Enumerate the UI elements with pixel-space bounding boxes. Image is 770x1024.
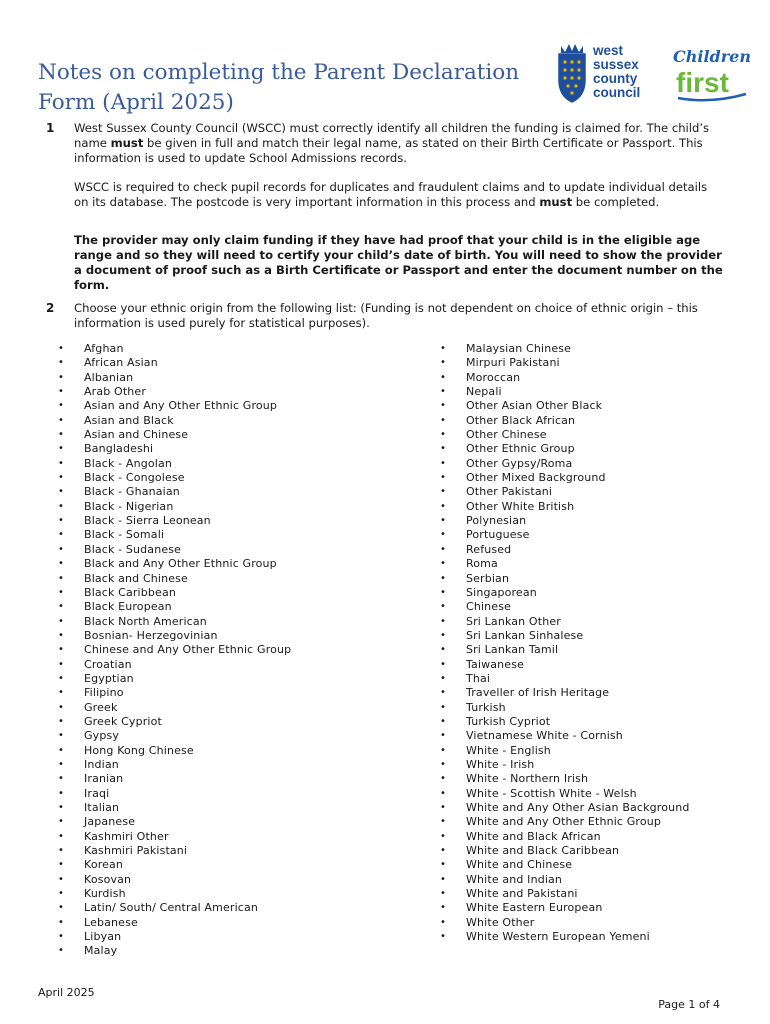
list-item: • Black - Nigerian (58, 500, 291, 514)
list-item: • Chinese and Any Other Ethnic Group (58, 643, 291, 657)
list-item: • Kosovan (58, 873, 291, 887)
list-item: • Bangladeshi (58, 442, 291, 456)
children-first-logo (670, 40, 752, 104)
svg-text:county: county (593, 71, 638, 86)
section-number-1: 1 (46, 121, 55, 135)
list-item: • White - Irish (440, 758, 689, 772)
ethnic-origin-list-right (440, 342, 689, 944)
list-item: • White - Scottish White - Welsh (440, 787, 689, 801)
list-item: • Kashmiri Pakistani (58, 844, 291, 858)
list-item: • Black North American (58, 615, 291, 629)
list-item: • White and Pakistani (440, 887, 689, 901)
list-item: • Black European (58, 600, 291, 614)
list-item: • White and Indian (440, 873, 689, 887)
list-item: • Other Asian Other Black (440, 399, 689, 413)
list-item: • Black - Angolan (58, 457, 291, 471)
list-item: • White Eastern European (440, 901, 689, 915)
list-item: • Black and Any Other Ethnic Group (58, 557, 291, 571)
svg-text:Children: Children (673, 47, 751, 66)
list-item: • Egyptian (58, 672, 291, 686)
list-item: • Chinese (440, 600, 689, 614)
list-item: • Black - Congolese (58, 471, 291, 485)
list-item: • Thai (440, 672, 689, 686)
list-item: • Latin/ South/ Central American (58, 901, 291, 915)
list-item: • White Other (440, 916, 689, 930)
list-item: • Gypsy (58, 729, 291, 743)
list-item: • Libyan (58, 930, 291, 944)
list-item: • Refused (440, 543, 689, 557)
west-sussex-county-council-logo (556, 40, 666, 104)
svg-text:first: first (676, 67, 729, 98)
list-item: • Sri Lankan Tamil (440, 643, 689, 657)
list-item: • Polynesian (440, 514, 689, 528)
list-item: • White - Northern Irish (440, 772, 689, 786)
list-item: • Asian and Black (58, 414, 291, 428)
list-item: • Roma (440, 557, 689, 571)
page-number: Page 1 of 4 (658, 998, 720, 1011)
list-item: • Other Black African (440, 414, 689, 428)
list-item: • Albanian (58, 371, 291, 385)
list-item: • Greek Cypriot (58, 715, 291, 729)
crest-icon (559, 44, 585, 102)
list-item: • Mirpuri Pakistani (440, 356, 689, 370)
list-item: • Afghan (58, 342, 291, 356)
list-item: • Black - Somali (58, 528, 291, 542)
section-1-proof-notice: The provider may only claim funding if they have had proof that your child is in the eligible age range and so they will need to certify your child’s date of birth. You will need to show the provider a document of proof such as a Birth Certificate or Passport and enter the document number on the form. (74, 233, 723, 292)
list-item: • Taiwanese (440, 658, 689, 672)
list-item: • Arab Other (58, 385, 291, 399)
list-item: • Other Gypsy/Roma (440, 457, 689, 471)
list-item: • Iraqi (58, 787, 291, 801)
ethnic-origin-list-left (58, 342, 291, 959)
section-1-paragraph-1: West Sussex County Council (WSCC) must correctly identify all children the funding is claimed for. The child’s name must be given in full and match their legal name, as stated on their Birth Certificate or Passport. This information is used to update School Admissions records. (74, 121, 710, 165)
list-item: • Hong Kong Chinese (58, 744, 291, 758)
list-item: • Other Pakistani (440, 485, 689, 499)
list-item: • White and Any Other Ethnic Group (440, 815, 689, 829)
list-item: • Greek (58, 701, 291, 715)
list-item: • Other White British (440, 500, 689, 514)
list-item: • Nepali (440, 385, 689, 399)
list-item: • Other Chinese (440, 428, 689, 442)
page-title: Notes on completing the Parent Declaration Form (April 2025) (38, 60, 520, 115)
list-item: • Croatian (58, 658, 291, 672)
list-item: • White and Chinese (440, 858, 689, 872)
list-item: • Serbian (440, 572, 689, 586)
list-item: • White Western European Yemeni (440, 930, 689, 944)
section-1-paragraph-2: WSCC is required to check pupil records for duplicates and fraudulent claims and to update individual details on its database. The postcode is very important information in this process and must be completed. (74, 180, 708, 209)
list-item: • African Asian (58, 356, 291, 370)
list-item: • Black Caribbean (58, 586, 291, 600)
svg-text:west: west (593, 43, 624, 58)
list-item: • Black - Ghanaian (58, 485, 291, 499)
section-number-2: 2 (46, 301, 55, 315)
section-2-intro: Choose your ethnic origin from the following list: (Funding is not dependent on choice of ethnic origin – this information is used purely for statistical purposes). (74, 301, 698, 330)
list-item: • Sri Lankan Sinhalese (440, 629, 689, 643)
list-item: • Black and Chinese (58, 572, 291, 586)
list-item: • Portuguese (440, 528, 689, 542)
list-item: • Other Ethnic Group (440, 442, 689, 456)
svg-text:council: council (593, 85, 641, 100)
list-item: • Other Mixed Background (440, 471, 689, 485)
list-item: • Traveller of Irish Heritage (440, 686, 689, 700)
list-item: • White and Black African (440, 830, 689, 844)
list-item: • Sri Lankan Other (440, 615, 689, 629)
list-item: • Vietnamese White - Cornish (440, 729, 689, 743)
list-item: • Japanese (58, 815, 291, 829)
list-item: • Indian (58, 758, 291, 772)
svg-text:sussex: sussex (593, 57, 639, 72)
list-item: • Moroccan (440, 371, 689, 385)
list-item: • Turkish Cypriot (440, 715, 689, 729)
list-item: • Asian and Any Other Ethnic Group (58, 399, 291, 413)
list-item: • Italian (58, 801, 291, 815)
list-item: • Asian and Chinese (58, 428, 291, 442)
list-item: • Iranian (58, 772, 291, 786)
list-item: • Malay (58, 944, 291, 958)
list-item: • White and Black Caribbean (440, 844, 689, 858)
list-item: • Black - Sudanese (58, 543, 291, 557)
list-item: • Turkish (440, 701, 689, 715)
list-item: • Lebanese (58, 916, 291, 930)
footer-date: April 2025 (38, 986, 95, 999)
list-item: • Singaporean (440, 586, 689, 600)
list-item: • Black - Sierra Leonean (58, 514, 291, 528)
list-item: • Kurdish (58, 887, 291, 901)
list-item: • Kashmiri Other (58, 830, 291, 844)
list-item: • White and Any Other Asian Background (440, 801, 689, 815)
list-item: • Bosnian- Herzegovinian (58, 629, 291, 643)
list-item: • Filipino (58, 686, 291, 700)
list-item: • Malaysian Chinese (440, 342, 689, 356)
list-item: • White - English (440, 744, 689, 758)
list-item: • Korean (58, 858, 291, 872)
